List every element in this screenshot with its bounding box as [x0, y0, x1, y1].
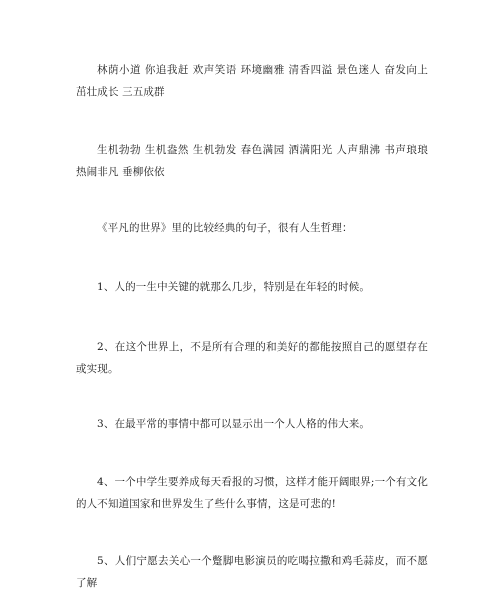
- quotes-intro-paragraph: 《平凡的世界》里的比较经典的句子，很有人生哲理：: [97, 222, 353, 234]
- quote-paragraph-4: 4、一个中学生要养成每天看报的习惯，这样才能开阔眼界;一个有文化的人不知道国家和世界发生了些什么事情，这是可悲的!: [76, 476, 428, 510]
- quote-paragraph-5: 5、人们宁愿去关心一个蹩脚电影演员的吃喝拉撒和鸡毛蒜皮，而不愿了解: [76, 555, 428, 589]
- quote-paragraph-1: 1、人的一生中关键的就那么几步，特别是在年轻的时候。: [97, 281, 371, 293]
- quote-paragraph-3: 3、在最平常的事情中都可以显示出一个人人格的伟大来。: [97, 418, 371, 430]
- idiom-list-paragraph-1: 林荫小道 你追我赶 欢声笑语 环境幽雅 清香四溢 景色迷人 奋发向上 茁壮成长 三五成群: [76, 64, 428, 98]
- idiom-list-paragraph-2: 生机勃勃 生机盎然 生机勃发 春色满园 洒满阳光 人声鼎沸 书声琅琅 热闹非凡 垂柳依依: [76, 144, 428, 178]
- quote-paragraph-2: 2、在这个世界上，不是所有合理的和美好的都能按照自己的愿望存在或实现。: [76, 341, 428, 375]
